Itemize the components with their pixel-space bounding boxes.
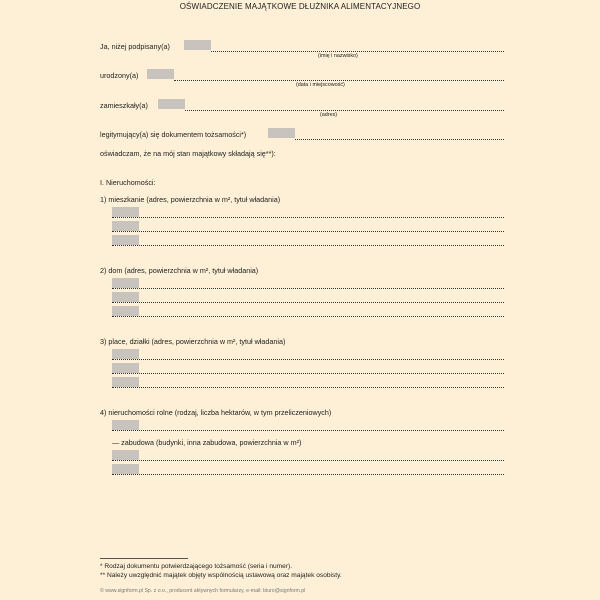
document-title: OŚWIADCZENIE MAJĄTKOWE DŁUŻNIKA ALIMENTACYJNEGO: [179, 2, 421, 11]
item-apartment-label: 1) mieszkanie (adres, powierzchnia w m², tytuł władania): [100, 195, 281, 204]
apartment-input-3[interactable]: [112, 235, 139, 245]
plots-line-1: [112, 359, 504, 360]
apartment-line-1: [112, 217, 504, 218]
apartment-input-1[interactable]: [112, 207, 139, 217]
section-title: I. Nieruchomości:: [100, 178, 156, 187]
plots-input-2[interactable]: [112, 363, 139, 373]
label-birth: urodzony(a): [100, 71, 139, 80]
birth-input[interactable]: [147, 69, 174, 79]
name-input[interactable]: [184, 40, 211, 50]
footnote-1: * Rodzaj dokumentu potwierdzającego tożsamość (seria i numer).: [100, 563, 293, 570]
plots-line-3: [112, 387, 504, 388]
apartment-line-3: [112, 245, 504, 246]
apartment-input-2[interactable]: [112, 221, 139, 231]
house-line-2: [112, 302, 504, 303]
label-id: legitymujący(a) się dokumentem tożsamości*): [100, 130, 247, 139]
label-address: zamieszkały(a): [100, 101, 148, 110]
declaration-text: oświadczam, że na mój stan majątkowy składają się**):: [100, 149, 276, 158]
house-input-2[interactable]: [112, 292, 139, 302]
item-farmland-label: 4) nieruchomości rolne (rodzaj, liczba hektarów, w tym przeliczeniowych): [100, 408, 332, 417]
house-line-1: [112, 288, 504, 289]
plots-input-1[interactable]: [112, 349, 139, 359]
house-line-3: [112, 316, 504, 317]
birth-line: [174, 80, 504, 81]
caption-birth: (data i miejscowość): [296, 82, 345, 88]
item-house-label: 2) dom (adres, powierzchnia w m², tytuł władania): [100, 266, 259, 275]
caption-address: (adres): [320, 112, 338, 118]
farmland-input-1[interactable]: [112, 420, 139, 430]
footnote-divider: [100, 558, 188, 559]
footnote-2: ** Należy uwzględnić majątek objęty wspólnością ustawową oraz majątek osobisty.: [100, 572, 342, 579]
farmland-line-1: [112, 430, 504, 431]
caption-name: (imię i nazwisko): [318, 53, 358, 59]
address-line: [185, 110, 504, 111]
producer-credit: © www.signform.pl Sp. z o.o., producent aktywnych formularzy, e-mail: biuro@signform.pl: [100, 588, 306, 594]
id-document-input[interactable]: [268, 128, 295, 138]
buildings-input-2[interactable]: [112, 464, 139, 474]
name-line: [211, 51, 504, 52]
house-input-3[interactable]: [112, 306, 139, 316]
buildings-line-1: [112, 460, 504, 461]
label-name: Ja, niżej podpisany(a): [100, 42, 170, 51]
item-plots-label: 3) place, działki (adres, powierzchnia w m², tytuł władania): [100, 337, 286, 346]
buildings-input-1[interactable]: [112, 450, 139, 460]
buildings-line-2: [112, 474, 504, 475]
id-line: [295, 139, 504, 140]
item-buildings-label: — zabudowa (budynki, inna zabudowa, powierzchnia w m²): [112, 438, 302, 447]
apartment-line-2: [112, 231, 504, 232]
house-input-1[interactable]: [112, 278, 139, 288]
plots-line-2: [112, 373, 504, 374]
plots-input-3[interactable]: [112, 377, 139, 387]
address-input[interactable]: [158, 99, 185, 109]
